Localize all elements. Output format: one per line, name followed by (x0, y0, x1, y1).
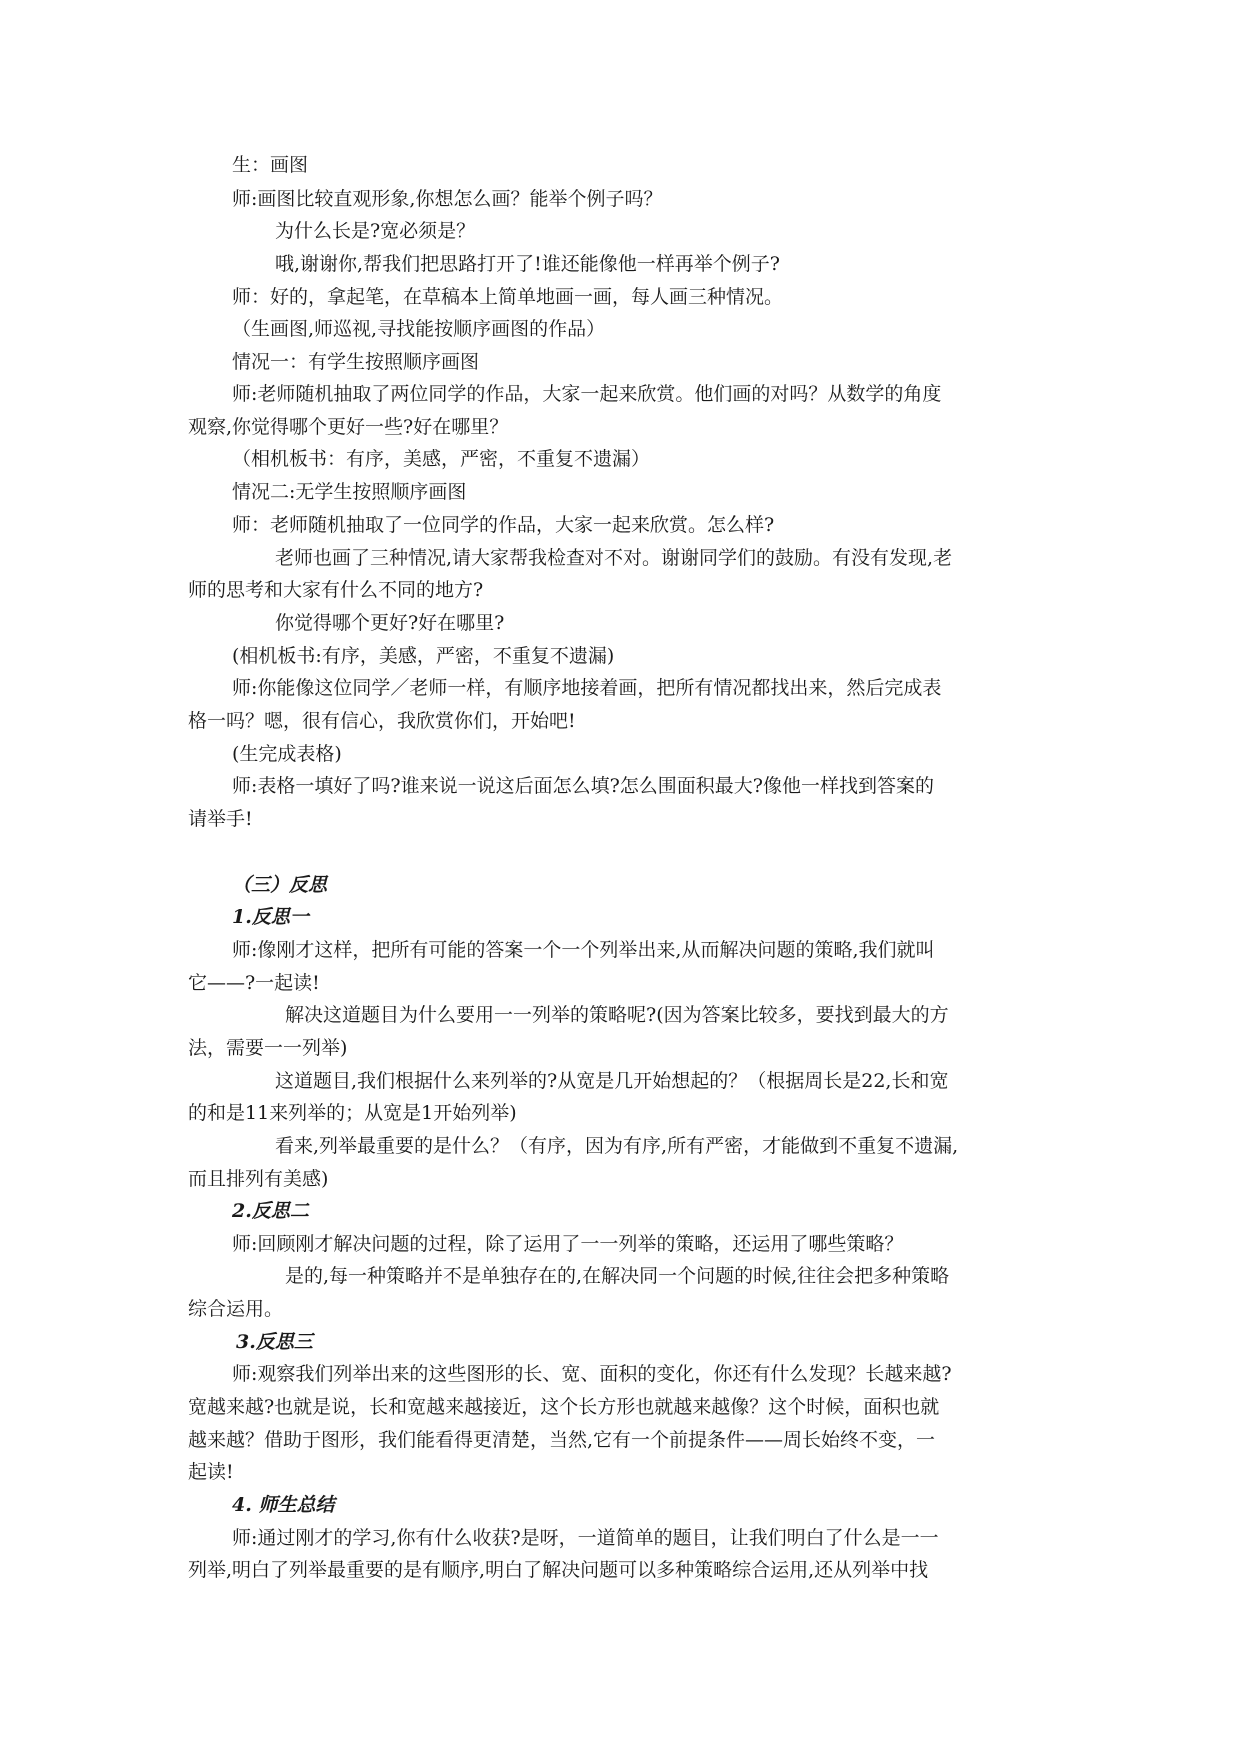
text-line: (相机板书:有序，美感，严密，不重复不遗漏) (232, 645, 615, 667)
subsection-heading: 2.反思二 (232, 1200, 309, 1222)
text-line: 师:像刚才这样，把所有可能的答案一个一个列举出来,从而解决问题的策略,我们就叫 (232, 939, 935, 961)
subsection-heading: 1.反思一 (232, 906, 309, 928)
text-line: 是的,每一种策略并不是单独存在的,在解决同一个问题的时候,往往会把多种策略 (285, 1265, 950, 1287)
text-line: 师:通过刚才的学习,你有什么收获?是呀，一道简单的题目，让我们明白了什么是一一 (232, 1527, 939, 1549)
text-line: 格一吗？嗯，很有信心，我欣赏你们，开始吧! (188, 710, 576, 732)
text-line: 师：老师随机抽取了一位同学的作品，大家一起来欣赏。怎么样? (232, 514, 775, 536)
text-line: 的和是11来列举的；从宽是1开始列举) (188, 1102, 517, 1124)
text-line: 情况二:无学生按照顺序画图 (232, 481, 467, 503)
text-line: 观察,你觉得哪个更好一些?好在哪里？ (188, 416, 509, 438)
text-line: 师:画图比较直观形象,你想怎么画？能举个例子吗？ (232, 188, 663, 210)
text-line: 解决这道题目为什么要用一一列举的策略呢?(因为答案比较多，要找到最大的方 (285, 1004, 949, 1026)
text-line: 师:老师随机抽取了两位同学的作品，大家一起来欣赏。他们画的对吗？从数学的角度 (232, 383, 942, 405)
text-line: 法，需要一一列举) (188, 1037, 348, 1059)
text-line: 宽越来越?也就是说，长和宽越来越接近，这个长方形也就越来越像？这个时候，面积也就 (188, 1396, 940, 1418)
text-line: 你觉得哪个更好?好在哪里? (275, 612, 505, 634)
text-line: 请举手! (188, 808, 253, 830)
text-line: 师:回顾刚才解决问题的过程，除了运用了一一列举的策略，还运用了哪些策略？ (232, 1233, 904, 1255)
text-line: 师:表格一填好了吗?谁来说一说这后面怎么填?怎么围面积最大?像他一样找到答案的 (232, 775, 934, 797)
text-line: 综合运用。 (188, 1298, 284, 1320)
text-line: 为什么长是?宽必须是？ (275, 220, 476, 242)
text-line: 看来,列举最重要的是什么？（有序，因为有序,所有严密，才能做到不重复不遗漏, (275, 1135, 959, 1157)
text-line: 师：好的，拿起笔，在草稿本上简单地画一画，每人画三种情况。 (232, 286, 784, 308)
text-line: 而且排列有美感) (188, 1168, 329, 1190)
text-line: 起读! (188, 1461, 234, 1483)
text-line: （相机板书：有序，美感，严密，不重复不遗漏） (232, 448, 651, 470)
text-line: 生：画图 (232, 154, 309, 176)
text-line: 哦,谢谢你,帮我们把思路打开了!谁还能像他一样再举个例子? (275, 253, 780, 275)
text-line: 列举,明白了列举最重要的是有顺序,明白了解决问题可以多种策略综合运用,还从列举中找 (188, 1559, 929, 1581)
text-line: 师:观察我们列举出来的这些图形的长、宽、面积的变化，你还有什么发现？长越来越? (232, 1363, 952, 1385)
text-line: 师:你能像这位同学／老师一样，有顺序地接着画，把所有情况都找出来，然后完成表 (232, 677, 942, 699)
subsection-heading: 4. 师生总结 (232, 1494, 335, 1516)
subsection-heading: 3.反思三 (236, 1331, 313, 1353)
text-line: （生画图,师巡视,寻找能按顺序画图的作品） (232, 318, 606, 340)
text-line: 师的思考和大家有什么不同的地方? (188, 579, 484, 601)
text-line: 它——?一起读! (188, 972, 320, 994)
section-heading: （三）反思 (232, 874, 328, 896)
text-line: (生完成表格) (232, 743, 342, 765)
text-line: 这道题目,我们根据什么来列举的?从宽是几开始想起的？（根据周长是22,长和宽 (275, 1070, 949, 1092)
text-line: 情况一：有学生按照顺序画图 (232, 351, 480, 373)
text-line: 越来越？借助于图形，我们能看得更清楚，当然,它有一个前提条件——周长始终不变，一 (188, 1429, 936, 1451)
text-line: 老师也画了三种情况,请大家帮我检查对不对。谢谢同学们的鼓励。有没有发现,老 (275, 547, 953, 569)
